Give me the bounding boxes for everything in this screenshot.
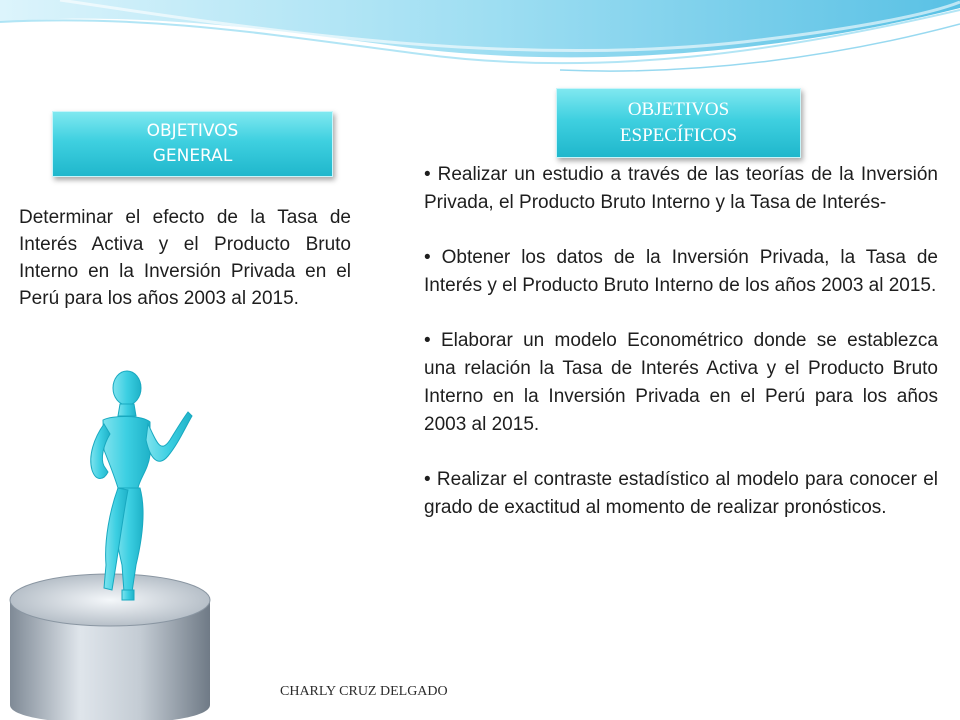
objetivo-especifico-item: • Realizar un estudio a través de las teorías de la Inversión Privada, el Producto Bruto Interno y la Tasa de Interés-	[424, 164, 938, 213]
objetivos-general-heading	[52, 111, 333, 177]
objetivo-especifico-item: • Elaborar un modelo Econométrico donde se establezca una relación la Tasa de Interés Activa y el Producto Bruto Interno en la Inversión Privada en el Perú para los años 2003 al 2015.	[424, 330, 938, 435]
author-footer: CHARLY CRUZ DELGADO	[280, 684, 448, 699]
objetivo-especifico-item: • Obtener los datos de la Inversión Privada, la Tasa de Interés y el Producto Bruto Interno de los años 2003 al 2015.	[424, 247, 938, 296]
header-wave-decoration	[0, 0, 960, 90]
objetivos-especificos-heading-text: OBJETIVOS ESPECÍFICOS	[619, 99, 738, 146]
woman-on-pedestal-illustration	[0, 360, 240, 720]
objetivo-general-paragraph: Determinar el efecto de la Tasa de Interés Activa y el Producto Bruto Interno en la Inversión Privada en el Perú para los años 2003 al 2015.	[19, 207, 351, 309]
objetivos-especificos-heading	[556, 88, 801, 158]
objetivos-especificos-list	[424, 161, 938, 522]
objetivo-especifico-item: • Realizar el contraste estadístico al modelo para conocer el grado de exactitud al momento de realizar pronósticos.	[424, 469, 938, 518]
objetivos-general-heading-text: OBJETIVOS GENERAL	[146, 121, 239, 166]
